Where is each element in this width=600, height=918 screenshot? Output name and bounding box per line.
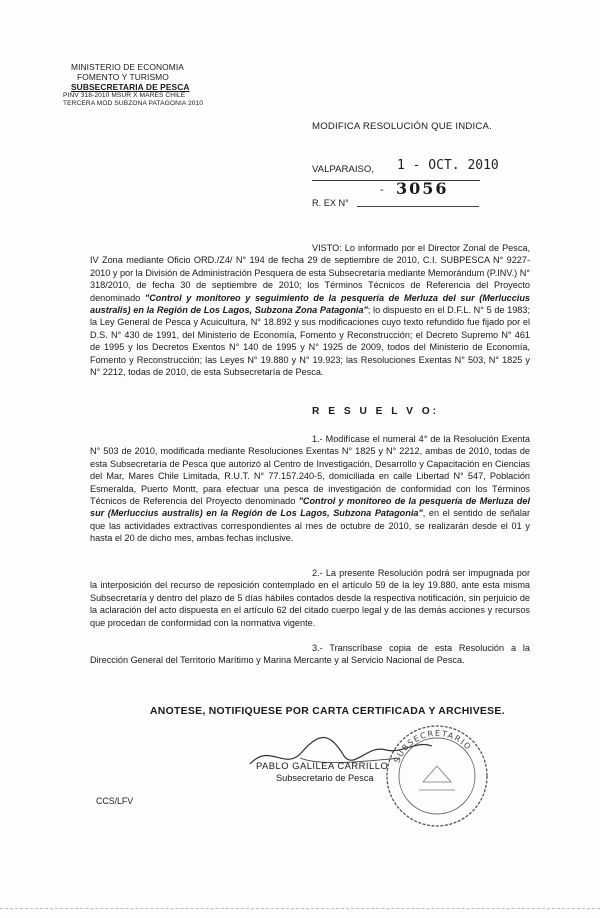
header-ministry: MINISTERIO DE ECONOMIA — [71, 62, 184, 72]
seal-text: SUBSECRETARIO — [392, 728, 474, 765]
res2-text: 2.- La presente Resolución podrá ser impugnada por la interposición del recurso de reposición contemplado en el artículo 59 de la ley 19.880, ante esta misma Subsecretaría y dentro del plazo de 5 días hábiles contados desde la respectiva notificación, sin perjuicio de la aclaración del acto dispuesta en el artículo 62 del citado cuerpo legal y de las demás acciones y recursos que procedan de conformidad con la normativa vigente. — [90, 568, 530, 628]
header-ministry-sub: FOMENTO Y TURISMO — [77, 72, 169, 82]
closing-formula: ANOTESE, NOTIFIQUESE POR CARTA CERTIFICADA Y ARCHIVESE. — [150, 706, 505, 717]
visto-project-name: "Control y monitoreo y seguimiento de la pesquería de Merluza del sur (Merluccius australis) en la Región de Los Lagos, Subzona Zona Patagonia" — [90, 292, 530, 316]
resolution-number: 3056 — [396, 179, 449, 198]
signer-name: PABLO GALILEA CARRILLO — [256, 760, 389, 771]
resolution-number-line — [357, 206, 479, 207]
res1-project-name: "Control y monitoreo de la pesquería de Merluza del sur (Merluccius australis) en la Región de Los Lagos, Subzona Patagonia" — [90, 496, 530, 519]
signer-title: Subsecretario de Pesca — [276, 773, 374, 783]
res1-tail: , en el sentido de señalar que las actividades extractivas correspondientes al mes de octubre de 2010, se realizarán desde el 01 y hasta el 20 de dicho mes, ambas fechas inclusive. — [90, 508, 530, 544]
res1-lead: 1.- Modifícase el numeral 4° de la Resolución Exenta N° 503 de 2010, modificada mediante Resoluciones Exentas N° 1825 y N° 2212, ambas de 2010, todas de esta Subsecretaría de Pesca que autorizó al Centro de Investigación, Desarrollo y Capacitación en Ciencias del Mar, Mares Chile Limitada, R.U.T. N° 77.157.240-5, domiciliada en calle Libertad N° 547, Población Esmeralda, Puerto Montt, para efectuar una pesca de investigación de conformidad con los Términos Técnicos de Referencia del Proyecto denominado — [90, 434, 530, 507]
visto-lead: VISTO: Lo informado por el Director Zonal de Pesca, IV Zona mediante Oficio ORD./Z4/ N° 194 de fecha 29 de septiembre de 2010, C.I. SUBPESCA N° 9227-2010 y por la División de Administración Pesquera de esta Subsecretaría mediante Memorándum (P.INV.) N° 318/2010, de fecha 30 de septiembre de 2010; los Términos Técnicos de Referencia del Proyecto denominado — [90, 243, 530, 303]
header-file-subject: TERCERA MOD SUBZONA PATAGONIA 2010 — [63, 100, 204, 107]
document-reference: MODIFICA RESOLUCIÓN QUE INDICA. — [312, 121, 492, 132]
resolution-label: R. EX N° — [312, 198, 349, 208]
place-label: VALPARAISO, — [312, 164, 375, 175]
date-stamp: 1 - OCT. 2010 — [397, 158, 499, 173]
resolution-number-dash: - — [380, 184, 384, 196]
visto-tail: ; lo dispuesto en el D.F.L. N° 5 de 1983; la Ley General de Pesca y Acuicultura, N° 18.892 y sus modificaciones cuyo texto refundido fue fijado por el D.S. N° 430 de 1991, del Ministerio de Economía, Fomento y Reconstrucción; el Decreto Supremo N° 461 de 1995 y los Decretos Exentos N° 140 de 1995 y N° 1925 de 2009, todos del Ministerio de Economía, Fomento y Reconstrucción; las Leyes N° 19.880 y N° 19.923; las Resoluciones Exentas N° 503, N° 1825 y N° 2212, todas de 2010, de esta Subsecretaría de Pesca. — [90, 305, 530, 378]
resolution-point-2 — [90, 567, 530, 629]
ministry-header — [63, 62, 293, 108]
header-file-code: PINV 318-2010 MSUR X MARES CHILE — [63, 92, 186, 99]
resuelvo-heading: R E S U E L V O: — [312, 406, 440, 417]
res3-text: 3.- Transcríbase copia de esta Resolución a la Dirección General del Territorio Marítimo y Marina Mercante y al Servicio Nacional de Pesca. — [90, 643, 530, 666]
typist-initials: CCS/LFV — [96, 796, 134, 806]
visto-paragraph — [90, 242, 530, 378]
resolution-point-1 — [90, 433, 530, 545]
header-subsecretaria: SUBSECRETARIA DE PESCA — [71, 82, 190, 92]
resolution-point-3 — [90, 642, 530, 667]
scan-edge-divider — [0, 908, 600, 909]
